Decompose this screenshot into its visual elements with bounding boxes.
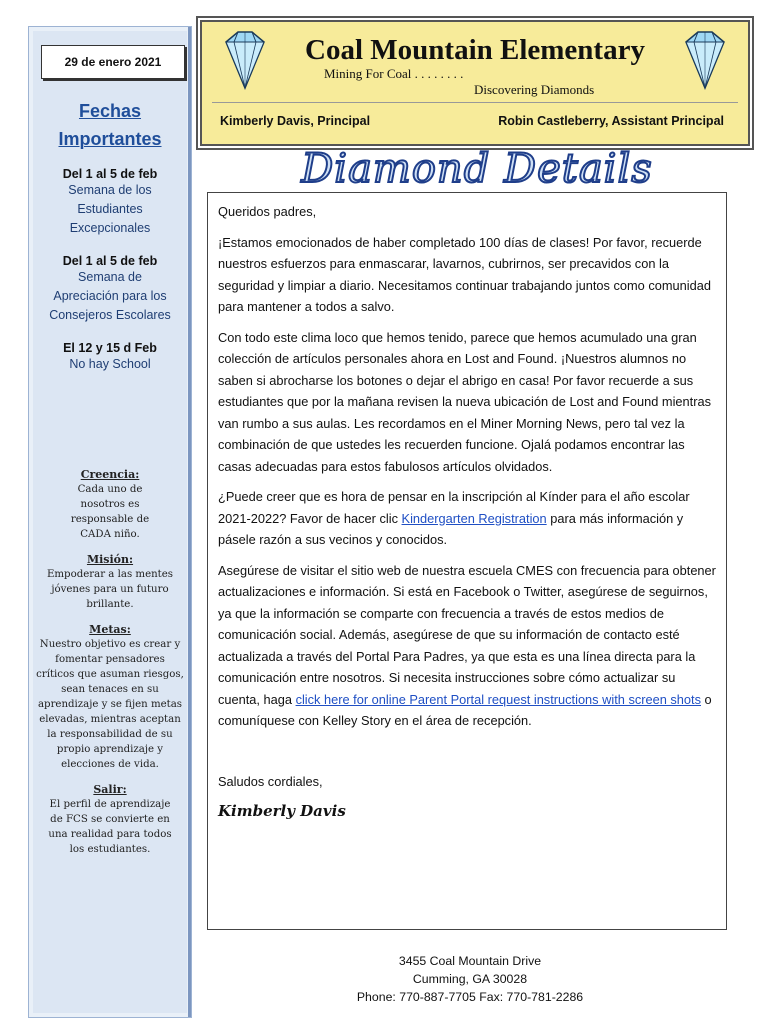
mission-text: Empoderar a las mentes jóvenes para un futuro brillante. xyxy=(46,569,174,610)
belief-text: Cada uno de nosotros es responsable de CADA niño. xyxy=(70,484,150,540)
parent-portal-instructions-link[interactable]: click here for online Parent Portal request instructions with screen shots xyxy=(295,691,701,707)
letter-closing: Saludos cordiales, xyxy=(218,773,323,789)
footer-city: Cumming, GA 30028 xyxy=(412,972,528,986)
event-dates: El 12 y 15 d Feb xyxy=(63,341,157,355)
event-description: Semana de los Estudiantes Excepcionales xyxy=(68,183,152,235)
letter-paragraph: ¡Estamos emocionados de haber completado 100 días de clases! Por favor, recuerde nuestros esfuerzos para enmascarar, lavarnos, cubrirnos, ser precavidos con la seguridad y limpiar a diario. Necesitamos continuar trabajando juntos como comunidad para mantener a todos a salvo. xyxy=(218,234,711,314)
event-item xyxy=(29,167,191,238)
footer-phone: Phone: 770-887-7705 Fax: 770-781-2286 xyxy=(356,990,584,1004)
letter-paragraph: ¿Puede creer que es hora de pensar en la inscripción al Kínder para el año escolar 2021-2022? Favor de hacer clic Kindergarten Registration para más información y pásele razón a sus vecinos y conocidos. xyxy=(218,489,690,547)
tagline-mining: Mining For Coal . . . . . . . . xyxy=(324,66,464,81)
event-dates: Del 1 al 5 de feb xyxy=(62,167,158,181)
exit-text: El perfil de aprendizaje de FCS se convierte en una realidad para todos los estudiantes. xyxy=(48,799,172,855)
newsletter-date: 29 de enero 2021 xyxy=(41,45,185,79)
signature: Kimberly Davis xyxy=(218,802,346,820)
beliefs-section xyxy=(35,467,185,867)
event-description: No hay School xyxy=(69,357,151,371)
sidebar xyxy=(28,26,192,1018)
goals-heading: Metas: xyxy=(89,623,131,636)
letter-paragraph: Asegúrese de visitar el sitio web de nuestra escuela CMES con frecuencia para obtener actualizaciones e información. Si está en Facebook o Twitter, asegúrese de seguirnos, ya que la información se comparte con frecuencia a través de estos medios de comunicación social. Además, asegúrese de que su información de contacto esté actualizada a través del Portal Para Padres, ya que esta es una línea directa para la comunicación entre nosotros. Si necesita instrucciones sobre cómo actualizar su cuenta, haga click here for online Parent Portal request instructions with screen shots o comuníquese con Kelley Story en el área de recepción. xyxy=(218,562,716,728)
goals-text: Nuestro objetivo es crear y fomentar pensadores críticos que asuman riesgos, sean tenaces en su aprendizaje y se fijen metas elevadas, mientras aceptan la responsabilidad de su propio aprendizaje y elecciones de vida. xyxy=(36,639,184,770)
assistant-principal-name: Robin Castleberry, Assistant Principal xyxy=(498,114,724,128)
letter-greeting: Queridos padres, xyxy=(218,204,317,219)
event-item xyxy=(29,341,191,374)
letter-paragraph: Con todo este clima loco que hemos tenido, parece que hemos acumulado una gran colección de artículos personales ahora en Lost and Found. ¡Nuestros alumnos no saben si abrocharse los botones o dejar el abrigo en casa! Por favor recuerde a sus estudiantes que por la mañana revisen la nueva ubicación de Lost and Found mientras van rumbo a sus aulas. Les recordamos en el Miner Morning News, pero tal vez la combinación de que ustedes les recuerden funcione. Ojalá podamos encontrar las casas adecuadas para estos fabulosos artículos olvidados. xyxy=(218,329,711,474)
events-list xyxy=(29,167,191,390)
mission-block xyxy=(35,552,185,612)
event-item xyxy=(29,254,191,325)
event-description: Semana de Apreciación para los Consejeros Escolares xyxy=(49,270,171,322)
header-divider xyxy=(212,102,738,103)
footer-address: 3455 Coal Mountain Drive xyxy=(398,954,542,968)
belief-block xyxy=(35,467,185,542)
newsletter-title: Diamond Details xyxy=(301,146,653,192)
important-dates-heading: Fechas Importantes xyxy=(58,101,162,149)
kindergarten-registration-link[interactable]: Kindergarten Registration xyxy=(401,510,547,526)
tagline-discovering: Discovering Diamonds xyxy=(474,82,595,97)
letter-body xyxy=(207,192,727,930)
exit-heading: Salir: xyxy=(93,783,127,796)
footer-contact xyxy=(200,952,740,1006)
exit-block xyxy=(35,782,185,857)
school-header xyxy=(200,20,750,146)
mission-heading: Misión: xyxy=(86,553,134,566)
goals-block xyxy=(35,622,185,772)
principal-name: Kimberly Davis, Principal xyxy=(220,114,371,128)
belief-heading: Creencia: xyxy=(80,468,140,481)
event-dates: Del 1 al 5 de feb xyxy=(62,254,158,268)
school-name: Coal Mountain Elementary xyxy=(305,34,645,66)
